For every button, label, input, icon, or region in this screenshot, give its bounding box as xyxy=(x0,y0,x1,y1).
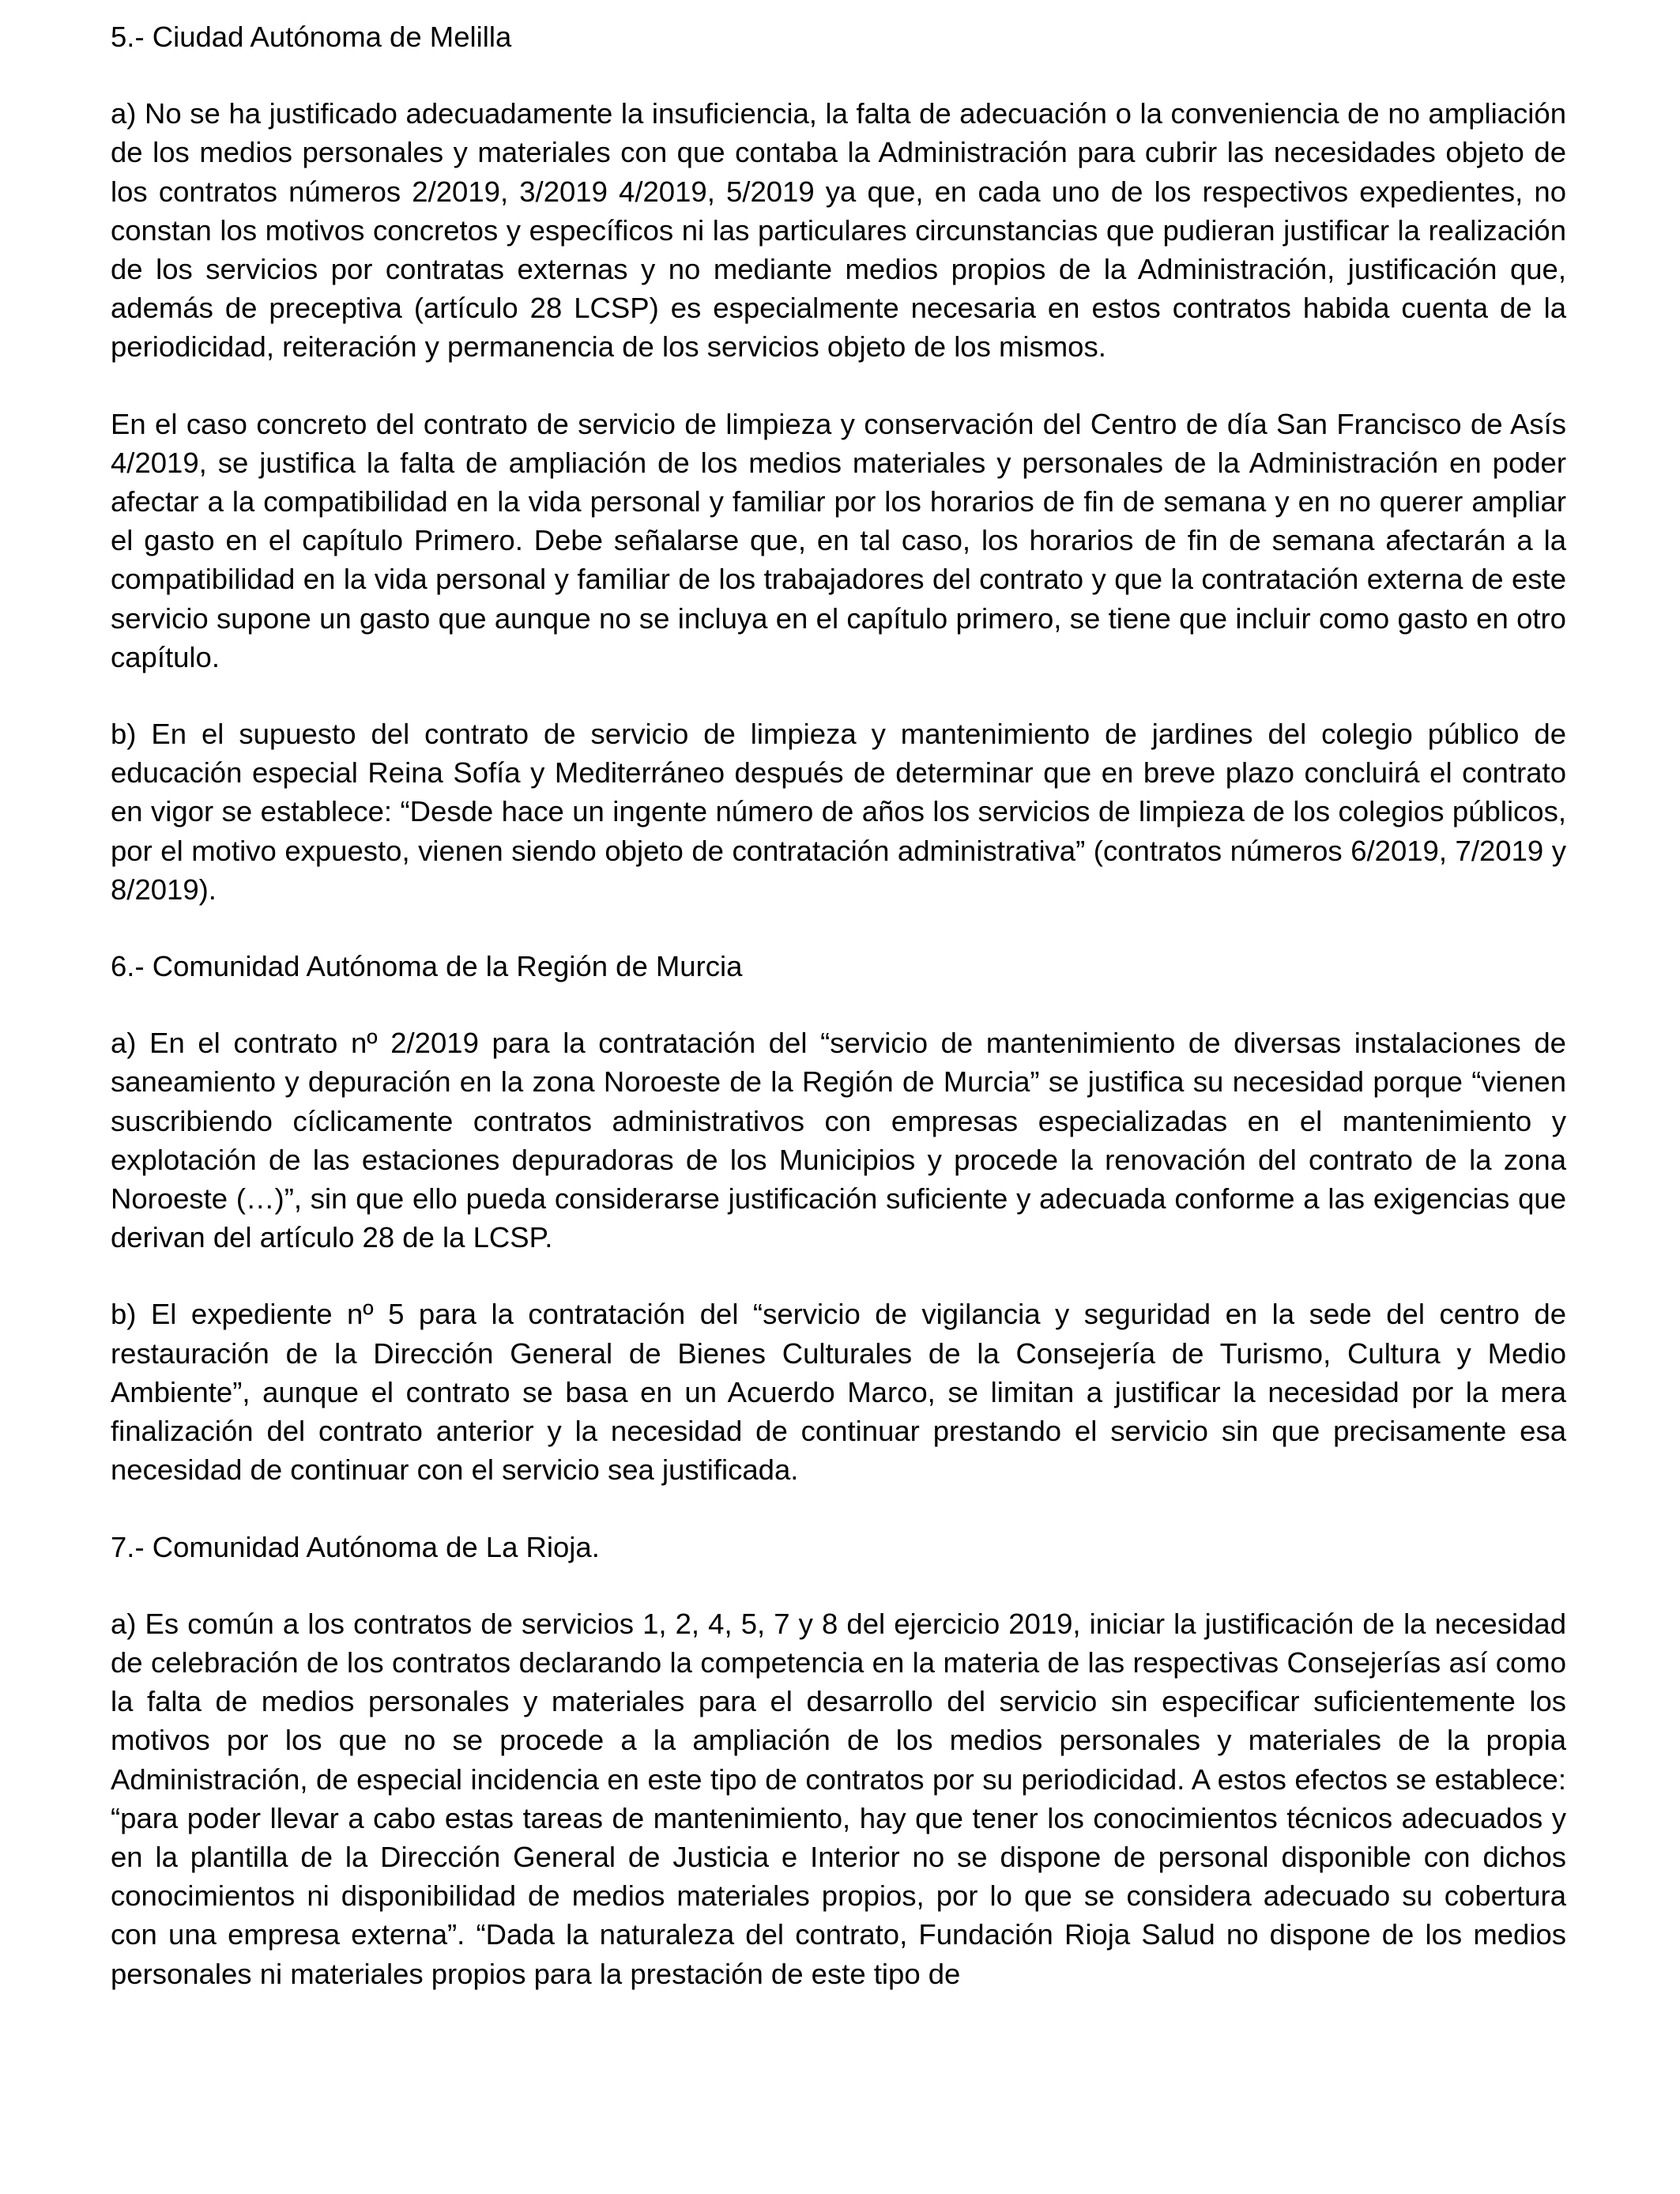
paragraph-melilla-b: b) En el supuesto del contrato de servicio de limpieza y mantenimiento de jardines del colegio público de educación especial Reina Sofía y Mediterráneo después de determinar que en breve plazo concluirá el contrato en vigor se establece: “Desde hace un ingente número de años los servicios de limpieza de los colegios públicos, por el motivo expuesto, vienen siendo objeto de contratación administrativa” (contratos números 6/2019, 7/2019 y 8/2019). xyxy=(111,718,1566,906)
paragraph-melilla-a: a) No se ha justificado adecuadamente la insuficiencia, la falta de adecuación o la conveniencia de no ampliación de los medios personales y materiales con que contaba la Administración para cubrir las necesidades objeto de los contratos números 2/2019, 3/2019 4/2019, 5/2019 ya que, en cada uno de los respectivos expedientes, no constan los motivos concretos y específicos ni las particulares circunstancias que pudieran justificar la realización de los servicios por contratas externas y no mediante medios propios de la Administración, justificación que, además de preceptiva (artículo 28 LCSP) es especialmente necesaria en estos contratos habida cuenta de la periodicidad, reiteración y permanencia de los servicios objeto de los mismos. xyxy=(111,97,1566,364)
section-heading-la-rioja: 7.- Comunidad Autónoma de La Rioja. xyxy=(111,1530,600,1563)
paragraph-melilla-san-francisco: En el caso concreto del contrato de servicio de limpieza y conservación del Centro de día San Francisco de Asís 4/2019, se justifica la falta de ampliación de los medios materiales y personales de la Administración en poder afectar a la compatibilidad en la vida personal y familiar por los horarios de fin de semana y en no querer ampliar el gasto en el capítulo Primero. Debe señalarse que, en tal caso, los horarios de fin de semana afectarán a la compatibilidad en la vida personal y familiar de los trabajadores del contrato y que la contratación externa de este servicio supone un gasto que aunque no se incluya en el capítulo primero, se tiene que incluir como gasto en otro capítulo. xyxy=(111,407,1566,673)
document-page xyxy=(111,17,1566,2031)
paragraph-murcia-b: b) El expediente nº 5 para la contratación del “servicio de vigilancia y seguridad en la sede del centro de restauración de la Dirección General de Bienes Culturales de la Consejería de Turismo, Cultura y Medio Ambiente”, aunque el contrato se basa en un Acuerdo Marco, se limitan a justificar la necesidad por la mera finalización del contrato anterior y la necesidad de continuar prestando el servicio sin que precisamente esa necesidad de continuar con el servicio sea justificada. xyxy=(111,1298,1566,1487)
section-heading-melilla: 5.- Ciudad Autónoma de Melilla xyxy=(111,21,512,53)
section-heading-murcia: 6.- Comunidad Autónoma de la Región de Murcia xyxy=(111,950,743,983)
paragraph-murcia-a: a) En el contrato nº 2/2019 para la contratación del “servicio de mantenimiento de diversas instalaciones de saneamiento y depuración en la zona Noroeste de la Región de Murcia” se justifica su necesidad porque “vienen suscribiendo cíclicamente contratos administrativos con empresas especializadas en el mantenimiento y explotación de las estaciones depuradoras de los Municipios y procede la renovación del contrato de la zona Noroeste (…)”, sin que ello pueda considerarse justificación suficiente y adecuada conforme a las exigencias que derivan del artículo 28 de la LCSP. xyxy=(111,1027,1566,1254)
paragraph-la-rioja-a: a) Es común a los contratos de servicios 1, 2, 4, 5, 7 y 8 del ejercicio 2019, iniciar la justificación de la necesidad de celebración de los contratos declarando la competencia en la materia de las respectivas Consejerías así como la falta de medios personales y materiales para el desarrollo del servicio sin especificar suficientemente los motivos por los que no se procede a la ampliación de los medios personales y materiales de la propia Administración, de especial incidencia en este tipo de contratos por su periodicidad. A estos efectos se establece: “para poder llevar a cabo estas tareas de mantenimiento, hay que tener los conocimientos técnicos adecuados y en la plantilla de la Dirección General de Justicia e Interior no se dispone de personal disponible con dichos conocimientos ni disponibilidad de medios materiales propios, por lo que se considera adecuado su cobertura con una empresa externa”. “Dada la naturaleza del contrato, Fundación Rioja Salud no dispone de los medios personales ni materiales propios para la prestación de este tipo de xyxy=(111,1607,1566,1990)
